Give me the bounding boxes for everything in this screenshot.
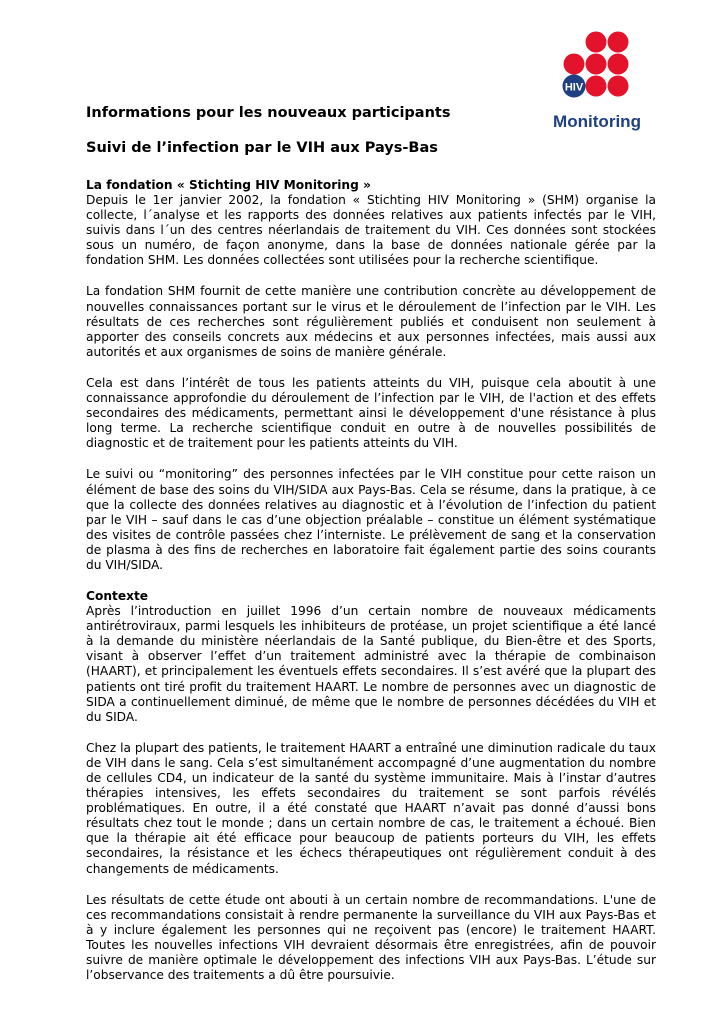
page-title: Informations pour les nouveaux participants [86, 105, 451, 121]
paragraph: Depuis le 1er janvier 2002, la fondation « Stichting HIV Monitoring » (SHM) organise la collecte, l´analyse et les rapports des données relatives aux patients infectés par le VIH, suivis dans l´un des centres néerlandais de traitement du VIH. Ces données sont stockées sous un numéro, de façon anonyme, dans la base de données nationale gérée par la fondation SHM. Les données collectées sont utilisées pour la recherche scientifique. [86, 193, 656, 268]
section-heading-context: Contexte [86, 589, 149, 604]
paragraph: Les résultats de cette étude ont abouti à un certain nombre de recommandations. L'une de ces recommandations consistait à rendre permanente la surveillance du VIH aux Pays-Bas et à y inclure également les personnes qui ne reçoivent pas (encore) le traitement HAART. Toutes les nouvelles infections VIH devraient désormais être enregistrées, afin de pouvoir suivre de manière optimale le développement des infections VIH aux Pays-Bas. L’étude sur l’observance des traitements a dû être poursuivie. [86, 892, 656, 983]
paragraph: Cela est dans l’intérêt de tous les patients atteints du VIH, puisque cela aboutit à une connaissance approfondie du déroulement de l’infection par le VIH, de l'action et des effets secondaires des médicaments, permettant ainsi le développement d'une résistance à plus long terme. La recherche scientifique conduit en outre à de nouvelles possibilités de diagnostic et de traitement pour les patients atteints du VIH. [86, 375, 656, 451]
page-subtitle: Suivi de l’infection par le VIH aux Pays-Bas [86, 140, 438, 156]
logo-brand-text: Monitoring [553, 112, 641, 131]
paragraph: Le suivi ou “monitoring” des personnes infectées par le VIH constitue pour cette raison un élément de base des soins du VIH/SIDA aux Pays-Bas. Cela se résume, dans la pratique, à ce que la collecte des données relatives au diagnostic et à l’évolution de l’infection du patient par le VIH – sauf dans le cas d’une objection préalable – constitue un élément systématique des visites de contrôle passées chez l’interniste. Le prélèvement de sang et la conservation de plasma à des fins de recherches en laboratoire fait également partie des soins courants du VIH/SIDA. [86, 467, 656, 572]
logo-badge-text: HIV [564, 81, 584, 94]
paragraph: Après l’introduction en juillet 1996 d’un certain nombre de nouveaux médicaments antirétroviraux, parmi lesquels les inhibiteurs de protéase, un projet scientifique a été lancé à la demande du ministère néerlandais de la Santé publique, du Bien-être et des Sports, visant à observer l’effet d’un traitement administré avec la thérapie de combinaison (HAART), et principalement les éventuels effets secondaires. Il s’est avéré que la plupart des patients ont tiré profit du traitement HAART. Le nombre de personnes avec un diagnostic de SIDA a continuellement diminué, de même que le nombre de personnes décédées du VIH et du SIDA. [86, 604, 656, 724]
section-heading-foundation: La fondation « Stichting HIV Monitoring » [86, 178, 371, 192]
document-body [86, 104, 656, 983]
paragraph: Chez la plupart des patients, le traitement HAART a entraîné une diminution radicale du taux de VIH dans le sang. Cela s’est simultanément accompagné d’une augmentation du nombre de cellules CD4, un indicateur de la santé du système immunitaire. Mais à l’instar d’autres thérapies intensives, les effets secondaires du traitement se sont parfois révélés problématiques. En outre, il a été constaté que HAART n’avait pas donné d’aussi bons résultats chez tout le monde ; dans un certain nombre de cas, le traitement a échoué. Bien que la thérapie ait été efficace pour beaucoup de patients porteurs du VIH, les effets secondaires, la résistance et les échecs thérapeutiques ont régulièrement conduit à des changements de médicaments. [86, 740, 656, 876]
paragraph: La fondation SHM fournit de cette manière une contribution concrète au développement de nouvelles connaissances portant sur le virus et le déroulement de l’infection par le VIH. Les résultats de ces recherches sont régulièrement publiés et conduisent non seulement à apporter des conseils concrets aux médecins et aux personnes infectées, mais aussi aux autorités et aux organismes de soins de manière générale. [86, 284, 656, 359]
